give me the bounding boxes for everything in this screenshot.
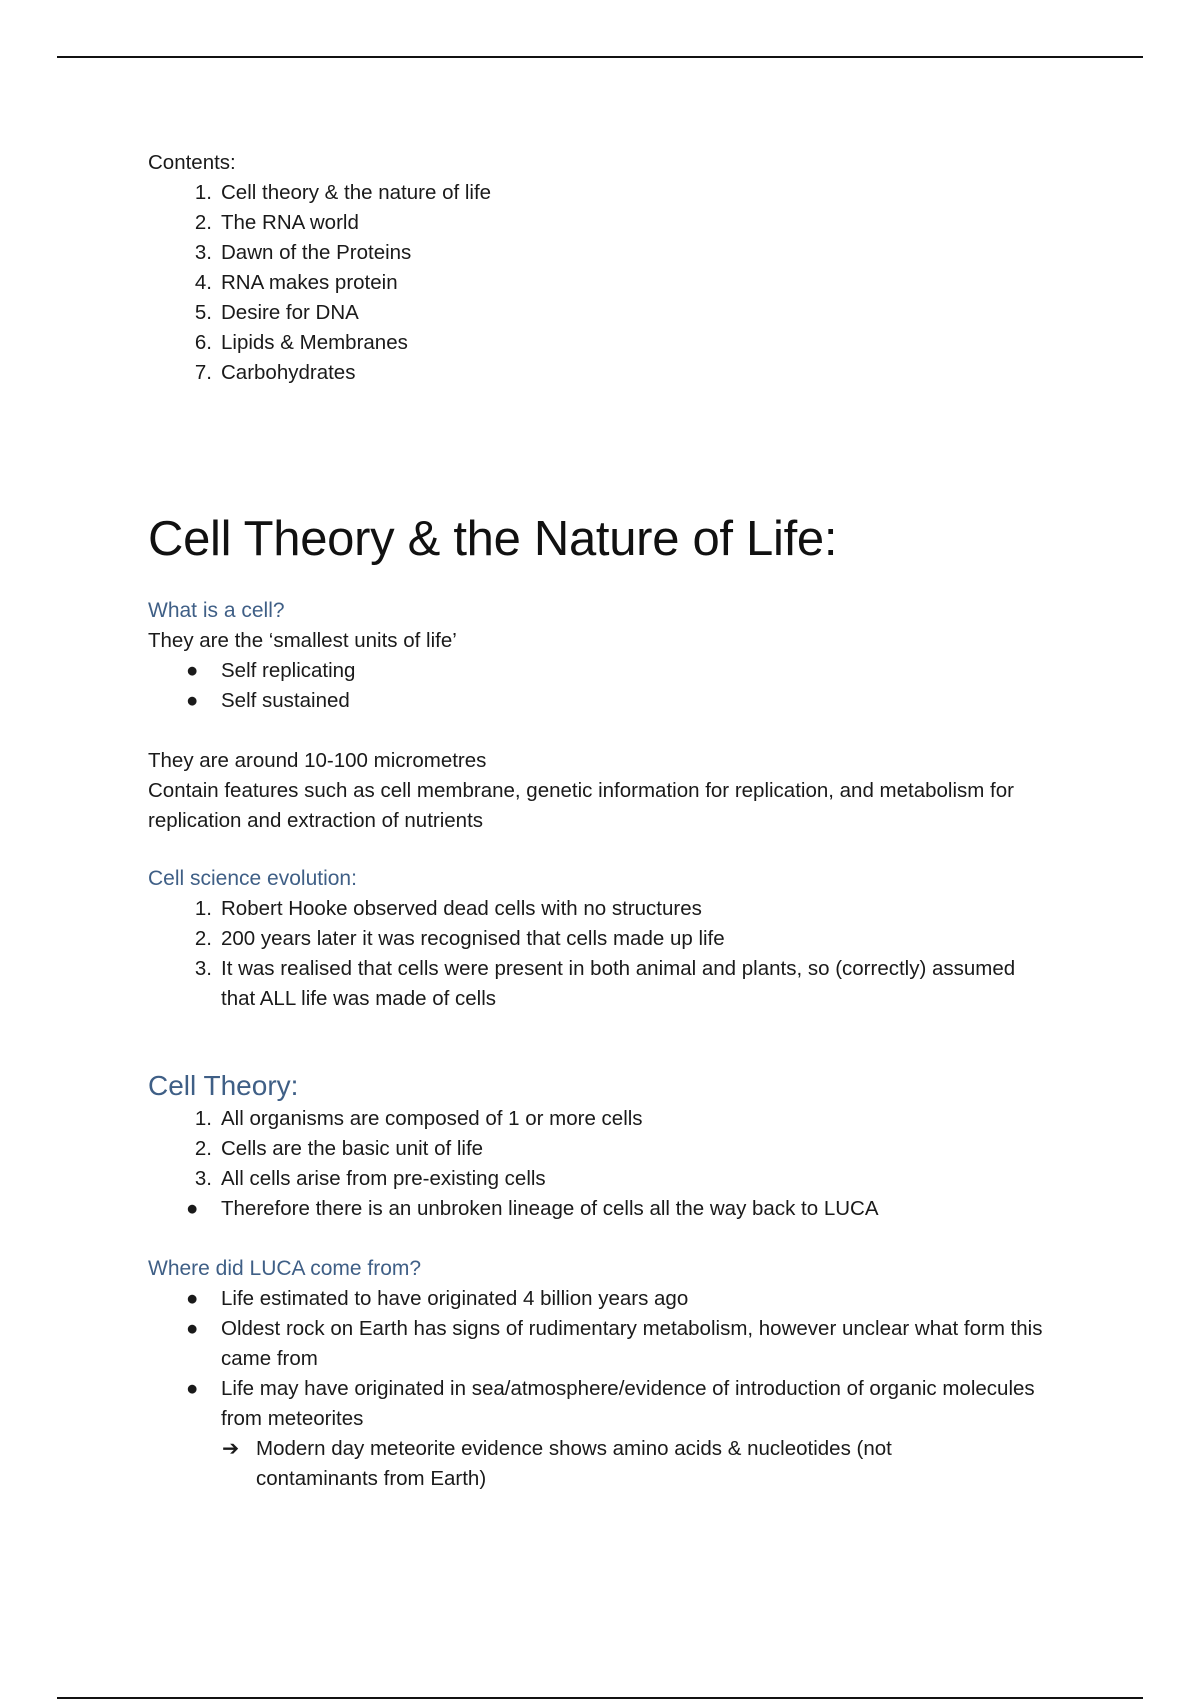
contents-item: 7. Carbohydrates	[194, 361, 356, 384]
section-title: Cell Theory & the Nature of Life:	[148, 512, 838, 566]
what-is-cell-intro: They are the ‘smallest units of life’	[148, 629, 457, 652]
document-page	[148, 148, 1098, 1494]
evolution-list	[148, 894, 1098, 1014]
cell-theory-heading: Cell Theory:	[148, 1070, 299, 1101]
contents-item: 5. Desire for DNA	[194, 301, 359, 324]
contents-item: 3. Dawn of the Proteins	[194, 241, 412, 264]
contents-item: 6. Lipids & Membranes	[194, 331, 408, 354]
cell-theory-item: 2. Cells are the basic unit of life	[194, 1137, 484, 1160]
bullet-item: ● Oldest rock on Earth has signs of rudimentary metabolism, however unclear what form this came from	[148, 1314, 1071, 1374]
bullet-item: ● Life estimated to have originated 4 billion years ago	[148, 1284, 1098, 1314]
cell-size-text: They are around 10-100 micrometres	[148, 749, 487, 772]
contents-label: Contents:	[148, 151, 236, 174]
bullet-item: ● Self sustained	[148, 686, 1098, 716]
contents-item: 2. The RNA world	[194, 211, 359, 234]
footer-rule	[57, 1697, 1143, 1699]
cell-theory-item: 1. All organisms are composed of 1 or more cells	[194, 1107, 643, 1130]
evolution-item: 2. 200 years later it was recognised that cells made up life	[194, 927, 725, 950]
evolution-item: 3. It was realised that cells were present in both animal and plants, so (correctly) assumed that ALL life was made of cells	[194, 957, 1016, 1010]
bullet-item: ● Therefore there is an unbroken lineage of cells all the way back to LUCA	[148, 1194, 1098, 1224]
sub-bullet-item: ➔ Modern day meteorite evidence shows amino acids & nucleotides (not contaminants from Earth)	[148, 1434, 1006, 1494]
bullet-icon: ●	[186, 1377, 199, 1400]
luca-heading: Where did LUCA come from?	[148, 1257, 422, 1280]
header-rule	[57, 56, 1143, 58]
bullet-item: ● Life may have originated in sea/atmosphere/evidence of introduction of organic molecules from meteorites	[148, 1374, 1071, 1434]
bullet-icon: ●	[186, 689, 199, 712]
what-is-cell-heading: What is a cell?	[148, 599, 285, 622]
cell-features-text: Contain features such as cell membrane, genetic information for replication, and metabolism for replication and extraction of nutrients	[148, 779, 1014, 832]
what-is-cell-bullets	[148, 656, 1098, 716]
bullet-item: ● Self replicating	[148, 656, 1098, 686]
luca-bullets	[148, 1284, 1098, 1494]
cell-theory-list	[148, 1104, 1098, 1224]
contents-item: 1. Cell theory & the nature of life	[194, 181, 492, 204]
cell-theory-item: 3. All cells arise from pre-existing cells	[194, 1167, 546, 1190]
bullet-icon: ●	[186, 659, 199, 682]
contents-item: 4. RNA makes protein	[194, 271, 398, 294]
arrow-icon: ➔	[222, 1437, 240, 1460]
bullet-icon: ●	[186, 1287, 199, 1310]
evolution-item: 1. Robert Hooke observed dead cells with no structures	[194, 897, 702, 920]
bullet-icon: ●	[186, 1317, 199, 1340]
bullet-icon: ●	[186, 1197, 199, 1220]
evolution-heading: Cell science evolution:	[148, 867, 357, 890]
contents-list	[148, 178, 1098, 388]
